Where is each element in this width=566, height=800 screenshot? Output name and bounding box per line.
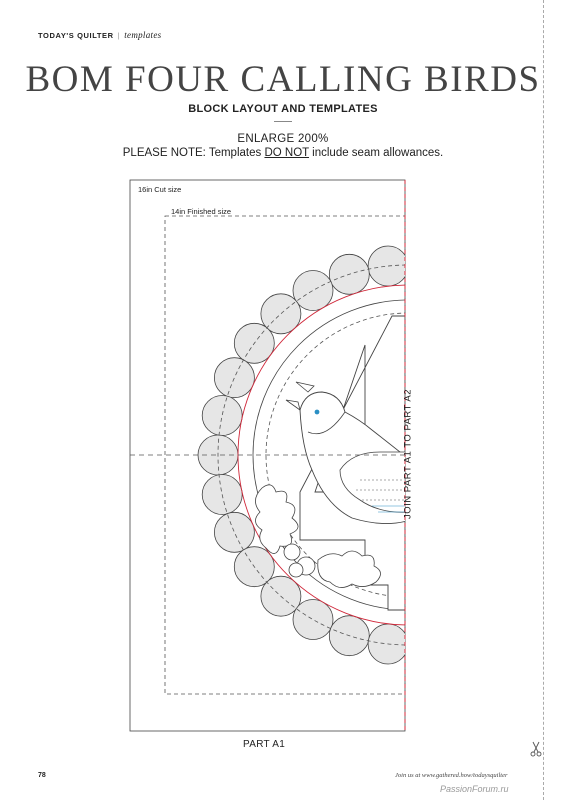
holly-leaf-right xyxy=(318,551,381,588)
enlarge-note: ENLARGE 200% xyxy=(237,133,329,145)
page-subtitle: BLOCK LAYOUT AND TEMPLATES xyxy=(188,103,378,115)
section-name: templates xyxy=(124,30,162,40)
footer-join-text: Join us at www.gathered.how/todaysquilter xyxy=(395,772,508,779)
applique-artwork xyxy=(130,246,566,664)
scallop-circle xyxy=(214,358,254,398)
bird-crest xyxy=(296,382,314,392)
header-separator: | xyxy=(117,31,121,40)
join-label: JOIN PART A1 TO PART A2 xyxy=(402,389,414,519)
scallop-circle xyxy=(214,512,254,552)
page-title: BOM FOUR CALLING BIRDS xyxy=(25,59,541,100)
scallop-circle xyxy=(293,600,333,640)
note-suffix: include seam allowances. xyxy=(308,147,444,159)
scallop-circle xyxy=(202,396,242,436)
magazine-brand: TODAY'S QUILTER xyxy=(38,31,114,40)
finished-size-label: 14in Finished size xyxy=(171,207,232,216)
holly-leaf-left xyxy=(255,485,298,554)
bird-eye xyxy=(315,410,320,415)
note-prefix: PLEASE NOTE: Templates xyxy=(122,147,265,159)
watermark: PassionForum.ru xyxy=(440,784,509,794)
holly-berry xyxy=(289,563,303,577)
bird-beak xyxy=(286,400,300,410)
holly-berry xyxy=(284,544,300,560)
scissors-icon xyxy=(531,742,541,756)
cut-size-label: 16in Cut size xyxy=(138,185,182,194)
note-emphasis: DO NOT xyxy=(264,147,309,159)
page-number: 78 xyxy=(38,772,46,779)
part-label: PART A1 xyxy=(243,739,286,750)
